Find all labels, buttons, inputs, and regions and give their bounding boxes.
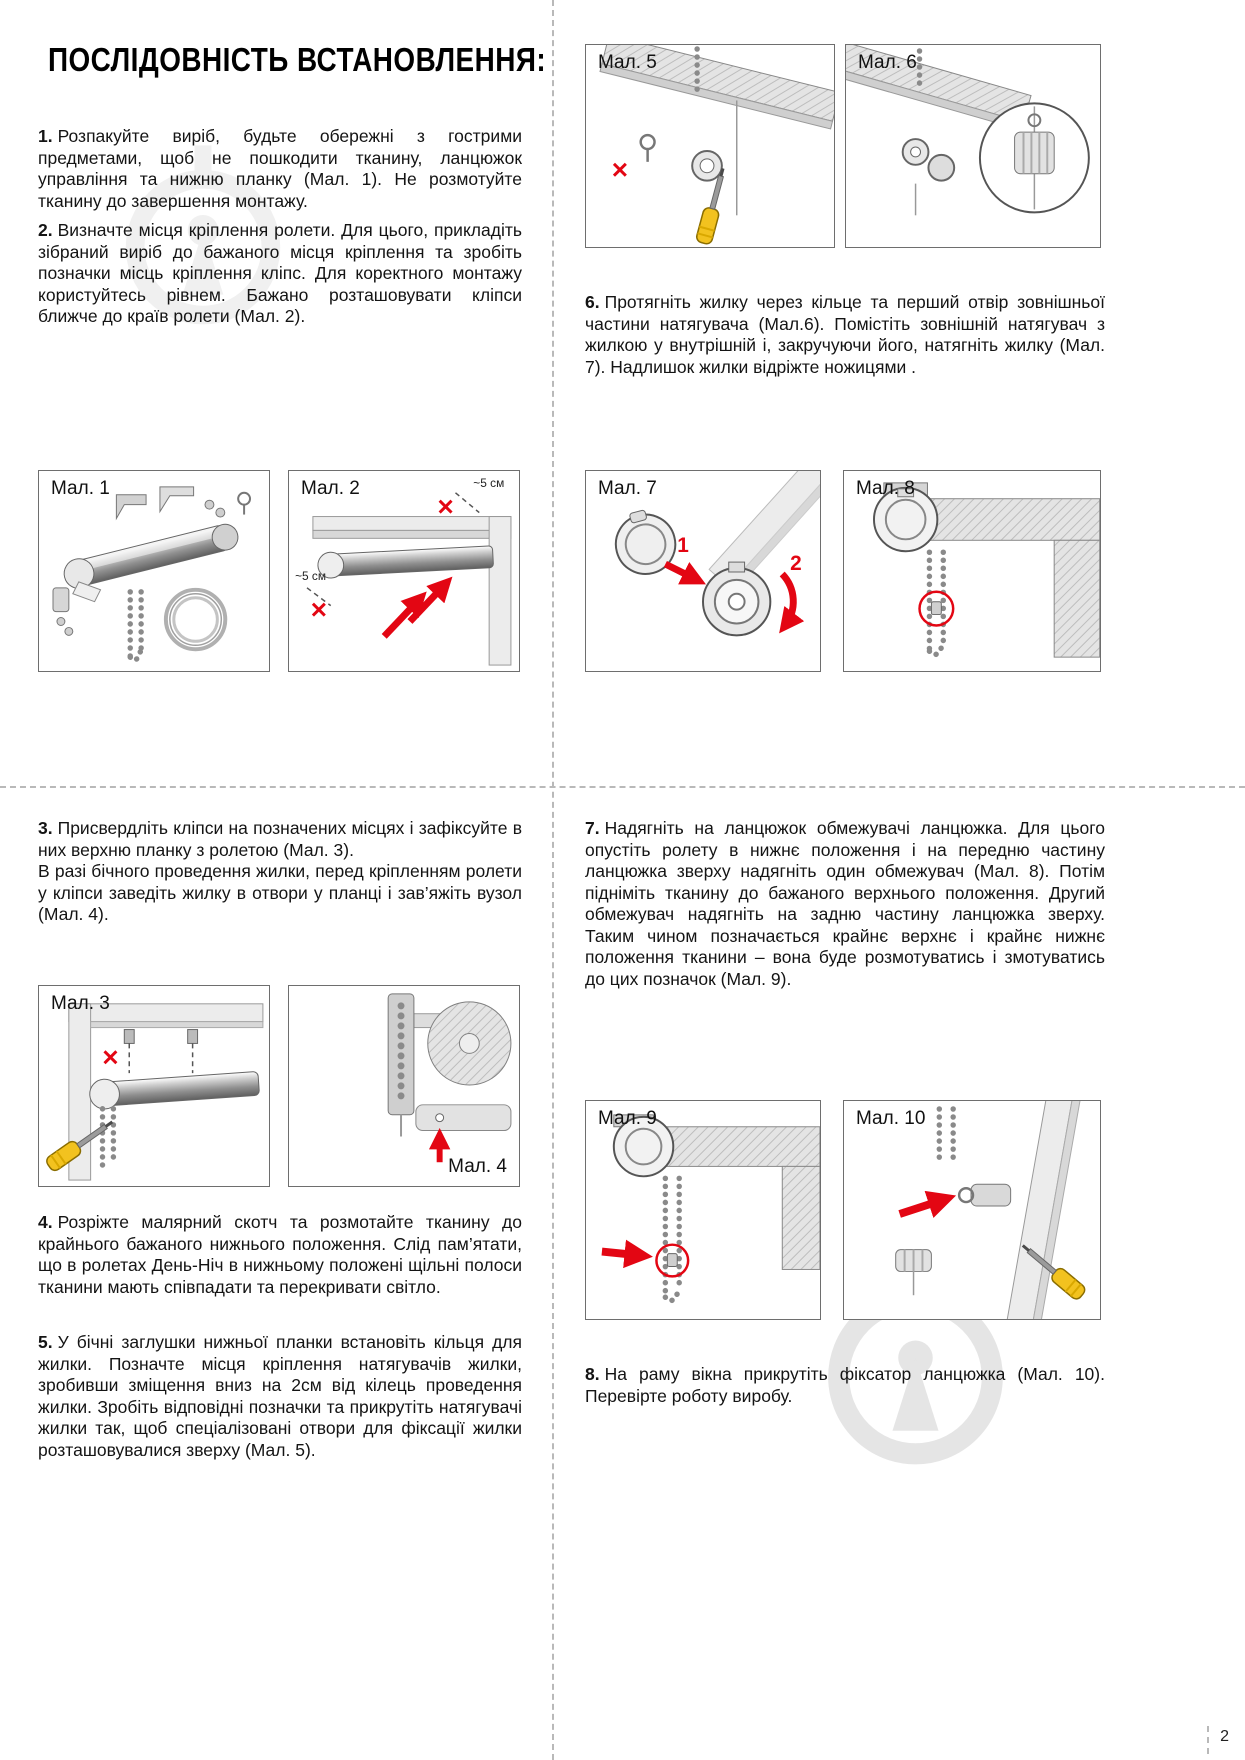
step-5-number: 5. xyxy=(38,1332,53,1352)
dimension-line xyxy=(307,588,331,606)
figure-4-label: Мал. 4 xyxy=(448,1156,507,1177)
chain-icon xyxy=(939,1109,953,1164)
chain-stopper-icon xyxy=(931,602,941,615)
figure-6-label: Мал. 6 xyxy=(858,52,917,73)
figure-9 xyxy=(585,1100,821,1320)
step-8-number: 8. xyxy=(585,1364,600,1384)
step-6-text: Протягніть жилку через кільце та перший отвір зовнішньої частини натягувача (Мал.6). Помістіть зовнішній натягувач з жилкою у внутрішній і, закручуючи його, натягніть жилку (Мал. 7). Надлишок жилки відріжте ножицями . xyxy=(585,292,1105,377)
step-6-number: 6. xyxy=(585,292,600,312)
hanging-fabric-icon xyxy=(782,1166,820,1269)
roller-icon xyxy=(89,1068,260,1109)
step-7-text: Надягніть на ланцюжок обмежувачі ланцюжка. Для цього опустіть ролету в нижнє положення і на передню частину ланцюжка зверху надягніть один обмежувач (Мал. 8). Потім підніміть тканину до бажаного верхнього положення. Другий обмежувач надягніть на задню частину ланцюжка зверху. Таким чином позначається крайнє верхнє і крайнє нижнє положення тканини – вона буде розмотуватись і змотуватись до цих позначок (Мал. 9). xyxy=(585,818,1105,989)
figure-3 xyxy=(38,985,270,1187)
bottom-plank-icon xyxy=(416,1105,511,1131)
figure-8-label: Мал. 8 xyxy=(856,478,915,499)
figure-10 xyxy=(843,1100,1101,1320)
hanging-fabric-icon xyxy=(1054,540,1100,657)
chain-stopper-icon xyxy=(667,1254,677,1267)
step-2 xyxy=(38,220,522,328)
page-number: 2 xyxy=(1220,1728,1229,1745)
figure-8-illustration xyxy=(844,471,1100,671)
figure-6-illustration xyxy=(846,45,1100,247)
figure-4 xyxy=(288,985,520,1187)
bracket-icon xyxy=(73,582,101,602)
mark-x-icon xyxy=(440,501,452,513)
side-bracket-icon xyxy=(388,994,414,1115)
step-4-text: Розріжте малярний скотч та розмотайте тканину до крайнього бажаного нижнього положення. Слід пам’ятати, що в ролетах День-Ніч в нижньому положені щільні полоси тканини мають співпадати та перекривати світло. xyxy=(38,1212,522,1297)
chain-icon xyxy=(103,1109,114,1170)
step-2-number: 2. xyxy=(38,220,53,240)
fabric-roll-icon xyxy=(428,1002,511,1085)
step-3-text-2: В разі бічного проведення жилки, перед кріпленням ролети у кліпси заведіть жилку в отвори у планці і зав’яжіть вузол (Мал. 4). xyxy=(38,861,522,924)
figure-6 xyxy=(845,44,1101,248)
tensioner-icon xyxy=(692,151,722,181)
red-rotate-arrow-icon xyxy=(782,574,793,625)
callout-1: 1 xyxy=(677,534,689,558)
chain-icon xyxy=(130,592,141,660)
figure-1 xyxy=(38,470,270,672)
wire-coil-icon xyxy=(166,590,225,649)
dimension-label-top: ~5 см xyxy=(473,475,505,490)
step-4 xyxy=(38,1212,522,1298)
step-3-number: 3. xyxy=(38,818,53,838)
tensioner-part-icon xyxy=(896,1250,932,1296)
figure-10-illustration xyxy=(844,1101,1100,1319)
roller-icon xyxy=(61,520,241,592)
mounting-bracket-icon xyxy=(116,487,193,519)
step-1 xyxy=(38,126,522,212)
figure-5 xyxy=(585,44,835,248)
figure-1-illustration xyxy=(39,471,269,671)
callout-2: 2 xyxy=(790,552,802,576)
figure-9-label: Мал. 9 xyxy=(598,1108,657,1129)
window-frame-icon xyxy=(313,517,511,666)
mark-x-icon xyxy=(614,164,626,176)
eyelet-icon xyxy=(238,493,250,515)
figure-2 xyxy=(288,470,520,672)
figure-1-label: Мал. 1 xyxy=(51,478,110,499)
vertical-divider xyxy=(552,0,554,1760)
chain-icon xyxy=(665,1178,679,1300)
step-6 xyxy=(585,292,1105,378)
figure-3-illustration xyxy=(39,986,269,1186)
figure-10-label: Мал. 10 xyxy=(856,1108,926,1129)
figure-2-label: Мал. 2 xyxy=(301,478,360,499)
step-3-text: Присвердліть кліпси на позначених місцях і зафіксуйте в них верхню планку з ролетою (Мал. 3). xyxy=(38,818,522,860)
step-2-text: Визначте місця кріплення ролети. Для цього, прикладіть зібраний виріб до бажаного місця кріплення та зробіть позначки місць кріплення кліпс. Для коректного монтажу користуйтесь рівнем. Бажано розташовувати кліпси ближче до країв ролети (Мал. 2). xyxy=(38,220,522,326)
figure-9-illustration xyxy=(586,1101,820,1319)
dimension-label-left: ~5 см xyxy=(295,568,327,583)
step-1-text: Розпакуйте виріб, будьте обережні з гострими предметами, щоб не пошкодити тканину, ланцюжок управління та нижню планку (Мал. 1). Не розмотуйте тканину до завершення монтажу. xyxy=(38,126,522,211)
figure-5-label: Мал. 5 xyxy=(598,52,657,73)
step-7 xyxy=(585,818,1105,990)
step-7-number: 7. xyxy=(585,818,600,838)
figure-8 xyxy=(843,470,1101,672)
figure-7-illustration xyxy=(586,471,820,671)
magnified-inset-icon xyxy=(980,103,1089,212)
figure-5-illustration xyxy=(586,45,834,247)
figure-7-label: Мал. 7 xyxy=(598,478,657,499)
figure-3-label: Мал. 3 xyxy=(51,993,110,1014)
page-corner-mark xyxy=(1207,1726,1209,1754)
mark-x-icon xyxy=(313,604,325,616)
horizontal-divider xyxy=(0,786,1245,788)
page-title: ПОСЛІДОВНІСТЬ ВСТАНОВЛЕННЯ: xyxy=(48,42,547,79)
step-8-text: На раму вікна прикрутіть фіксатор ланцюжка (Мал. 10). Перевірте роботу виробу. xyxy=(585,1364,1105,1406)
roller-icon xyxy=(317,544,493,579)
mark-x-icon xyxy=(104,1051,116,1063)
clips-icon xyxy=(124,1030,197,1074)
figure-7 xyxy=(585,470,821,672)
red-arrow-icon xyxy=(665,564,697,580)
eyelet-icon xyxy=(641,135,655,162)
step-4-number: 4. xyxy=(38,1212,53,1232)
end-cap-icon xyxy=(53,588,69,612)
step-8 xyxy=(585,1364,1105,1407)
step-5 xyxy=(38,1332,522,1461)
red-arrow-icon xyxy=(602,1252,642,1256)
step-5-text: У бічні заглушки нижньої планки встановіть кільця для жилки. Позначте місця кріплення натягувачів жилки, зробивши зміщення вниз на 2см від кілець проведення жилки. Зробіть відповідні позначки та прикрутіть натягувачі жилки так, щоб спеціалізовані отвори для фіксації жилки розташовувалися зверху (Мал. 5). xyxy=(38,1332,522,1460)
dimension-line xyxy=(455,493,479,513)
step-1-number: 1. xyxy=(38,126,53,146)
step-3 xyxy=(38,818,522,926)
tensioner-parts-icon xyxy=(903,139,954,181)
chain-fixator-icon xyxy=(959,1184,1011,1206)
figure-2-illustration xyxy=(289,471,519,671)
red-arrow-icon xyxy=(900,1199,946,1214)
